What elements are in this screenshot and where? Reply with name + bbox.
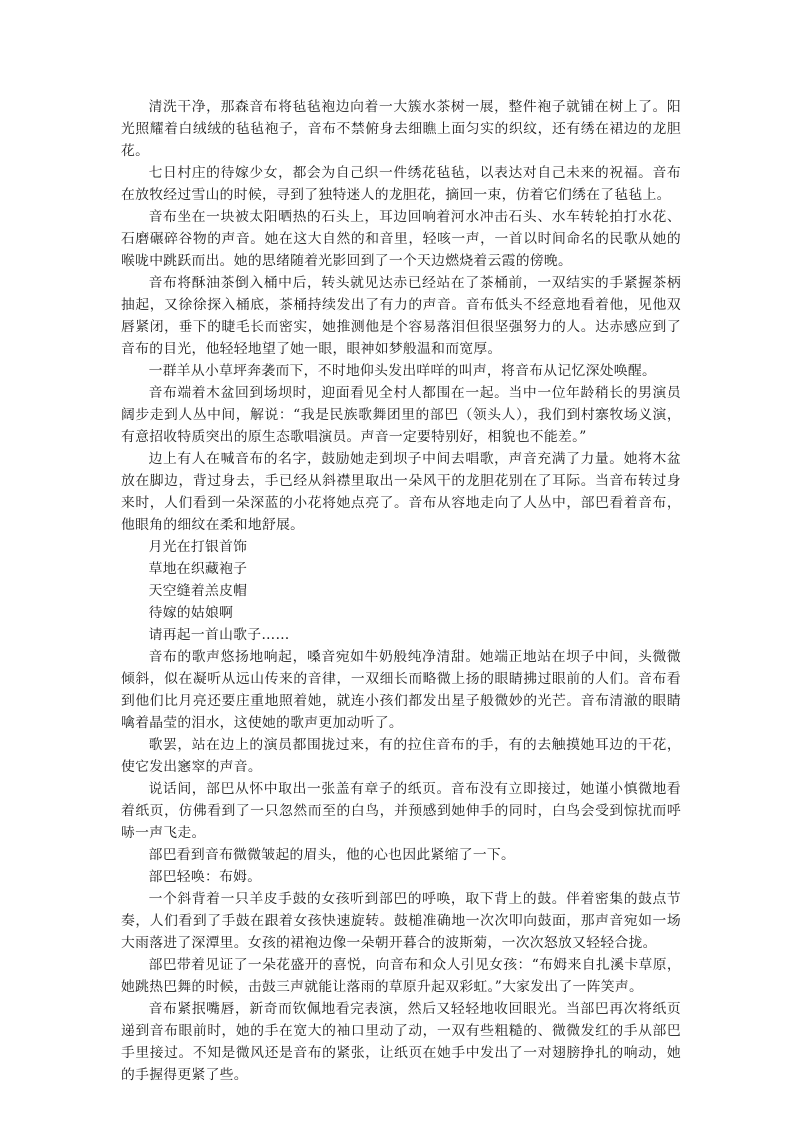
paragraph-1: 清洗干净，那森音布将毡毡袍边向着一大簇水茶树一展，整件袍子就铺在树上了。阳光照耀着白绒绒的毡毡袍子，音布不禁俯身去细瞧上面匀实的织纹，还有绣在裙边的龙胆花。 — [121, 99, 681, 159]
paragraph-8: 音布的歌声悠扬地响起，嗓音宛如牛奶般纯净清甜。她端正地站在坝子中间，头微微倾斜，似在凝听从远山传来的音律，一双细长而略微上扬的眼睛拂过眼前的人们。音布看到他们比月亮还要庄重地照着她，就连小孩们都发出星子般微妙的光芒。音布清澈的眼睛噙着晶莹的泪水，这使她的歌声更加动听了。 — [121, 649, 681, 731]
verse-line-5: 请再起一首山歌子…… — [148, 627, 290, 643]
paragraph-5: 一群羊从小草坪奔袭而下，不时地仰头发出咩咩的叫声，将音布从记忆深处唤醒。 — [148, 363, 657, 379]
paragraph-10: 说话间，部巴从怀中取出一张盖有章子的纸页。音布没有立即接过，她谨小慎微地看着纸页，仿佛看到了一只忽然而至的白鸟，并预感到她伸手的同时，白鸟会受到惊扰而呼哧一声飞走。 — [121, 781, 681, 841]
verse-line-1: 月光在打银首饰 — [148, 539, 248, 555]
document-body — [121, 96, 681, 1086]
paragraph-12: 部巴轻唤：布姆。 — [148, 869, 262, 885]
paragraph-15: 音布紧抿嘴唇，新奇而钦佩地看完表演，然后又轻轻地收回眼光。当部巴再次将纸页递到音布眼前时，她的手在宽大的袖口里动了动，一双有些粗糙的、微微发红的手从部巴手里接过。不知是微风还是音布的紧张，让纸页在她手中发出了一对翅膀挣扎的响动，她的手握得更紧了些。 — [121, 1001, 681, 1083]
verse-line-4: 待嫁的姑娘啊 — [148, 605, 234, 621]
paragraph-2: 七日村庄的待嫁少女，都会为自己织一件绣花毡毡，以表达对自己未来的祝福。音布在放牧经过雪山的时候，寻到了独特迷人的龙胆花，摘回一束，仿着它们绣在了毡毡上。 — [121, 165, 681, 203]
paragraph-3: 音布坐在一块被太阳晒热的石头上，耳边回响着河水冲击石头、水车转轮拍打水花、石磨碾碎谷物的声音。她在这大自然的和音里，轻咳一声，一首以时间命名的民歌从她的喉咙中跳跃而出。她的思绪随着光影回到了一个天边燃烧着云霞的傍晚。 — [121, 209, 681, 269]
paragraph-9: 歌罢，站在边上的演员都围拢过来，有的拉住音布的手，有的去触摸她耳边的干花，使它发出窸窣的声音。 — [121, 737, 681, 775]
verse-line-3: 天空缝着羔皮帽 — [148, 583, 248, 599]
paragraph-11: 部巴看到音布微微皱起的眉头，他的心也因此紧缩了一下。 — [148, 847, 516, 863]
paragraph-6: 音布端着木盆回到场坝时，迎面看见全村人都围在一起。当中一位年龄稍长的男演员阔步走到人丛中间，解说：“我是民族歌舞团里的部巴（领头人），我们到村寨牧场义演，有意招收特质突出的原生态歌唱演员。声音一定要特别好，相貌也不能差。” — [121, 385, 681, 445]
paragraph-13: 一个斜背着一只羊皮手鼓的女孩听到部巴的呼唤，取下背上的鼓。伴着密集的鼓点节奏，人们看到了手鼓在跟着女孩快速旋转。鼓槌准确地一次次叩向鼓面，那声音宛如一场大雨落进了深潭里。女孩的裙袍边像一朵朝开暮合的波斯菊，一次次怒放又轻轻合拢。 — [121, 891, 681, 951]
paragraph-4: 音布将酥油茶倒入桶中后，转头就见达赤已经站在了茶桶前，一双结实的手紧握茶柄抽起，又徐徐探入桶底，茶桶持续发出了有力的声音。音布低头不经意地看着他，见他双唇紧闭，垂下的睫毛长而密实，她推测他是个容易落泪但很坚强努力的人。达赤感应到了音布的目光，他轻轻地望了她一眼，眼神如梦般温和而宽厚。 — [121, 275, 681, 357]
paragraph-7: 边上有人在喊音布的名字，鼓励她走到坝子中间去唱歌，声音充满了力量。她将木盆放在脚边，背过身去，手已经从斜襟里取出一朵风干的龙胆花别在了耳际。当音布转过身来时，人们看到一朵深蓝的小花将她点亮了。音布从容地走向了人丛中，部巴看着音布，他眼角的细纹在柔和地舒展。 — [121, 451, 681, 533]
verse-line-2: 草地在织藏袍子 — [148, 561, 248, 577]
paragraph-14: 部巴带着见证了一朵花盛开的喜悦，向音布和众人引见女孩：“布姆来自扎溪卡草原，她跳热巴舞的时候，击鼓三声就能让落雨的草原升起双彩虹。”大家发出了一阵笑声。 — [121, 957, 681, 995]
